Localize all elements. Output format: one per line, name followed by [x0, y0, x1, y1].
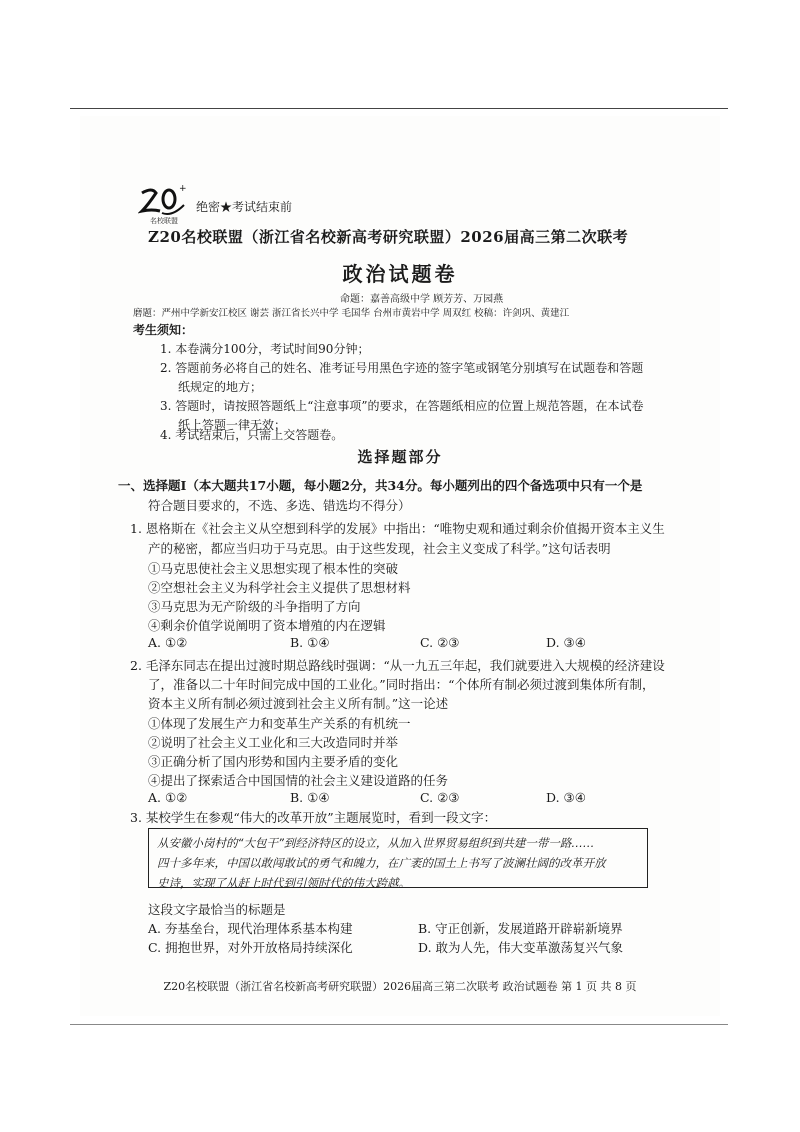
- question-2-option-b[interactable]: B. ①④: [290, 790, 330, 805]
- question-1-option-a[interactable]: A. ①②: [148, 635, 188, 650]
- question-3-option-b[interactable]: B. 守正创新，发展道路开辟崭新境界: [418, 921, 623, 936]
- bottom-rule: [70, 1024, 728, 1025]
- question-2-stem: 了，准备以二十年时间完成中国的工业化。”同时指出：“个体所有制必须过渡到集体所有制，: [148, 677, 655, 692]
- logo-caption: 名校联盟: [150, 217, 178, 225]
- notice-item: 3. 答题时，请按照答题纸上“注意事项”的要求，在答题纸相应的位置上规范答题，在本试卷: [160, 399, 644, 413]
- quote-line: 四十多年来，中国以敢闯敢试的勇气和魄力，在广袤的国土上书写了波澜壮阔的改革开放: [157, 856, 606, 870]
- question-3-option-d[interactable]: D. 敢为人先，伟大变革激荡复兴气象: [418, 940, 624, 955]
- paper-title: 政治试题卷: [342, 262, 458, 286]
- page-footer: Z20名校联盟（浙江省名校新高考研究联盟）2026届高三第二次联考 政治试题卷 第 1 页 共 8 页: [163, 980, 637, 993]
- question-2-option-c[interactable]: C. ②③: [420, 790, 460, 805]
- notice-item: 1. 本卷满分100分，考试时间90分钟；: [160, 342, 370, 356]
- question-1-stem: 产的秘密，都应当归功于马克思。由于这些发现，社会主义变成了科学。”这句话表明: [148, 541, 611, 556]
- question-2-item: ②说明了社会主义工业化和三大改造同时并举: [148, 735, 399, 750]
- question-1-item: ④剩余价值学说阐明了资本增殖的内在逻辑: [148, 618, 386, 633]
- notice-item: 纸规定的地方；: [178, 380, 263, 394]
- question-1-option-c[interactable]: C. ②③: [420, 635, 460, 650]
- quote-line: 史诗，实现了从赶上时代到引领时代的伟大跨越。: [157, 876, 410, 890]
- question-2-item: ③正确分析了国内形势和国内主要矛盾的变化: [148, 754, 399, 769]
- confidential-label: 绝密★考试结束前: [196, 200, 293, 214]
- question-2-option-a[interactable]: A. ①②: [148, 790, 188, 805]
- notice-item: 2. 答题前务必将自己的姓名、准考证号用黑色字迹的签字笔或钢笔分别填写在试题卷和答题: [160, 361, 644, 375]
- notice-title: 考生须知：: [133, 323, 194, 337]
- question-2-option-d[interactable]: D. ③④: [546, 790, 586, 805]
- section-title: 选择题部分: [357, 448, 443, 466]
- question-3-option-a[interactable]: A. 夯基垒台，现代治理体系基本构建: [148, 921, 353, 936]
- svg-text:+: +: [179, 184, 187, 194]
- question-1-item: ①马克思使社会主义思想实现了根本性的突破: [148, 561, 399, 576]
- section-intro: 符合题目要求的，不选、多选、错选均不得分）: [148, 498, 411, 513]
- reviewers-line: 磨题：严州中学新安江校区 谢芸 浙江省长兴中学 毛国华 台州市黄岩中学 周双红 校稿：许剑巩、黄建江: [133, 308, 570, 319]
- question-3-prompt: 这段文字最恰当的标题是: [148, 902, 286, 917]
- question-1-item: ③马克思为无产阶级的斗争指明了方向: [148, 599, 361, 614]
- question-1-option-b[interactable]: B. ①④: [290, 635, 330, 650]
- question-2-item: ④提出了探索适合中国国情的社会主义建设道路的任务: [148, 773, 449, 788]
- question-2-stem: 资本主义所有制必须过渡到社会主义所有制。”这一论述: [148, 696, 449, 711]
- notice-item: 4. 考试结束后，只需上交答题卷。: [160, 428, 344, 442]
- question-1-item: ②空想社会主义为科学社会主义提供了思想材料: [148, 580, 411, 595]
- notice-item: 纸上答题一律无效；: [178, 418, 287, 432]
- quote-line: 从安徽小岗村的“大包干”到经济特区的设立，从加入世界贸易组织到共建一带一路……: [157, 836, 595, 850]
- top-rule: [70, 108, 728, 109]
- authors-line: 命题：嘉善高级中学 顾芳芳、万园燕: [340, 294, 504, 305]
- question-2-item: ①体现了发展生产力和变革生产关系的有机统一: [148, 716, 411, 731]
- exam-title: Z20名校联盟（浙江省名校新高考研究联盟）2026届高三第二次联考: [148, 228, 629, 246]
- question-3-option-c[interactable]: C. 拥抱世界，对外开放格局持续深化: [148, 940, 353, 955]
- section-intro: 一、选择题Ⅰ（本大题共17小题，每小题2分，共34分。每小题列出的四个备选项中只有一个是: [118, 478, 643, 493]
- question-1-option-d[interactable]: D. ③④: [546, 635, 586, 650]
- question-3-stem: 3. 某校学生在参观“伟大的改革开放”主题展览时，看到一段文字：: [130, 810, 497, 825]
- question-3-quote: [148, 828, 648, 888]
- question-1-stem: 1. 恩格斯在《社会主义从空想到科学的发展》中指出：“唯物史观和通过剩余价值揭开资本主义生: [130, 521, 665, 536]
- question-2-stem: 2. 毛泽东同志在提出过渡时期总路线时强调：“从一九五三年起，我们就要进入大规模的经济建设: [130, 658, 665, 673]
